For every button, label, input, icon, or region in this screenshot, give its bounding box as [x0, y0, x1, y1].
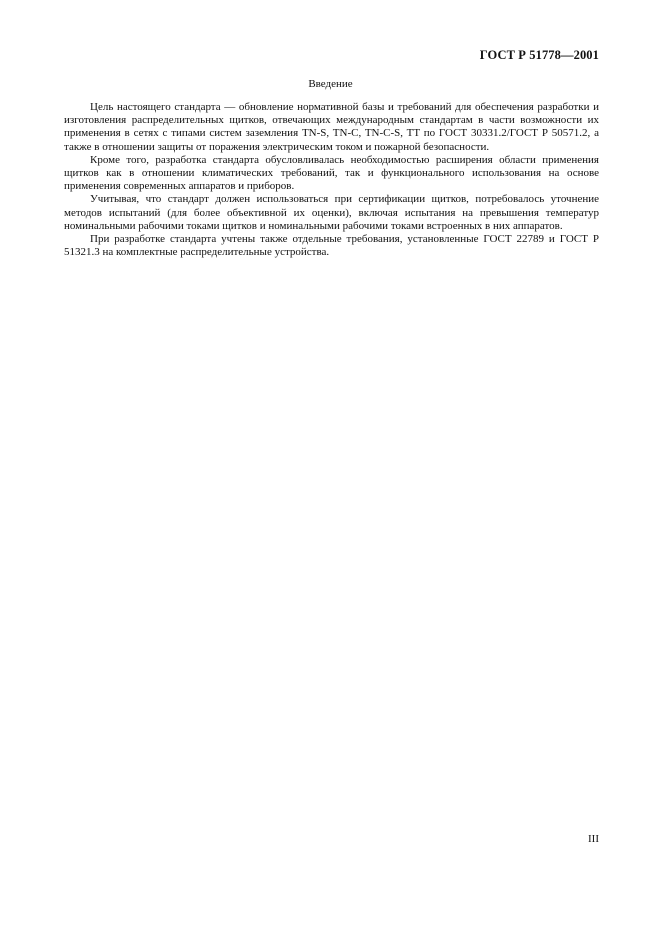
paragraph-requirements: При разработке стандарта учтены также отдельные требования, установленные ГОСТ 22789 и ГОСТ Р 51321.3 на комплектные распределительные устройства. — [64, 233, 599, 259]
paragraph-scope: Кроме того, разработка стандарта обусловливалась необходимостью расширения области применения щитков как в отношении климатических требований, так и функционального использования на основе применения современных аппаратов и приборов. — [64, 153, 599, 193]
section-title: Введение — [308, 78, 353, 90]
document-code-header: ГОСТ Р 51778—2001 — [479, 48, 599, 62]
paragraph-testing: Учитывая, что стандарт должен использоваться при сертификации щитков, потребовалось уточнение методов испытаний (для более объективной их оценки), включая испытания на превышения температур номинальными рабочими токами щитков и номинальными рабочими токами встроенных в них аппаратов. — [64, 193, 599, 232]
paragraph-purpose: Цель настоящего стандарта — обновление нормативной базы и требований для обеспечения разработки и изготовления распределительных щитков, отвечающих международным стандартам в части возможности их применения в сетях с типами систем заземления TN-S, TN-C, TN-C-S, TT по ГОСТ 30331.2/ГОСТ Р 50571.2, а также в отношении защиты от поражения электрическим током и пожарной безопасности. — [64, 101, 599, 153]
page-number: III — [588, 833, 599, 845]
body-text — [64, 101, 599, 259]
